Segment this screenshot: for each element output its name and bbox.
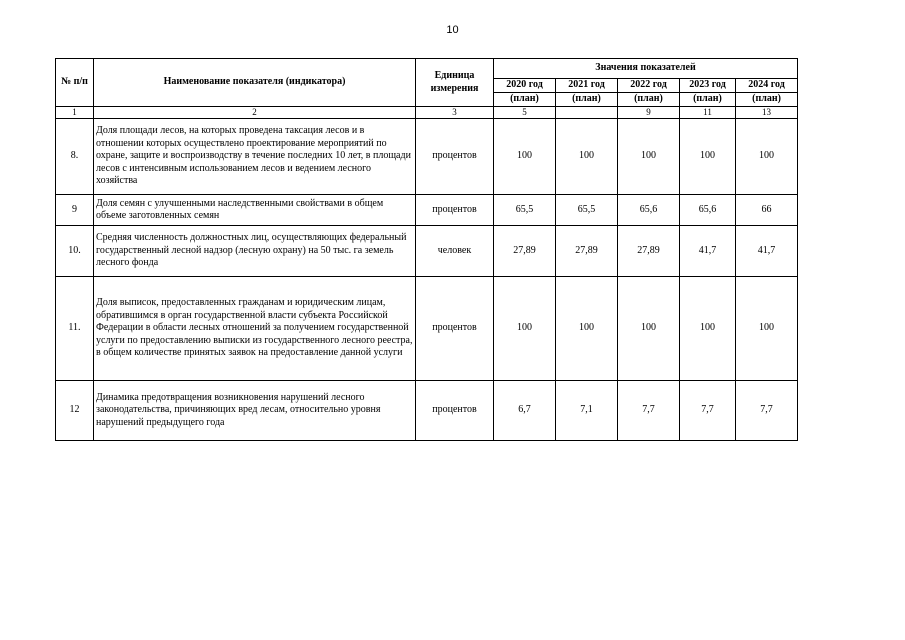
table-row [56, 381, 798, 441]
indicator-unit: процентов [416, 381, 494, 441]
header-year: 2022 год [618, 79, 680, 93]
header-name: Наименование показателя (индикатора) [94, 59, 416, 107]
indicator-name: Доля семян с улучшенными наследственными свойствами в общем объеме заготовленных семян [94, 195, 416, 226]
header-values-group: Значения показателей [494, 59, 798, 79]
value-2021: 7,1 [556, 381, 618, 441]
table-row [56, 119, 798, 195]
value-2024: 66 [736, 195, 798, 226]
value-2023: 7,7 [680, 381, 736, 441]
header-plan: (план) [618, 93, 680, 107]
header-year: 2023 год [680, 79, 736, 93]
value-2024: 100 [736, 119, 798, 195]
indicator-unit: человек [416, 226, 494, 277]
value-2021: 100 [556, 119, 618, 195]
column-number: 1 [56, 107, 94, 119]
column-numbers-row [56, 107, 798, 119]
column-number [556, 107, 618, 119]
value-2023: 41,7 [680, 226, 736, 277]
value-2024: 41,7 [736, 226, 798, 277]
header-year: 2024 год [736, 79, 798, 93]
table-row [56, 226, 798, 277]
value-2022: 100 [618, 119, 680, 195]
column-number: 9 [618, 107, 680, 119]
header-unit: Единица измерения [416, 59, 494, 107]
indicators-table [55, 58, 798, 441]
value-2022: 65,6 [618, 195, 680, 226]
row-number: 12 [56, 381, 94, 441]
value-2021: 100 [556, 277, 618, 381]
header-plan: (план) [736, 93, 798, 107]
header-plan: (план) [494, 93, 556, 107]
indicator-unit: процентов [416, 195, 494, 226]
value-2020: 6,7 [494, 381, 556, 441]
header-no: № п/п [56, 59, 94, 107]
value-2023: 65,6 [680, 195, 736, 226]
column-number: 2 [94, 107, 416, 119]
value-2020: 100 [494, 277, 556, 381]
value-2020: 27,89 [494, 226, 556, 277]
header-plan: (план) [680, 93, 736, 107]
value-2024: 7,7 [736, 381, 798, 441]
indicator-unit: процентов [416, 119, 494, 195]
row-number: 10. [56, 226, 94, 277]
value-2021: 27,89 [556, 226, 618, 277]
header-year: 2020 год [494, 79, 556, 93]
indicator-unit: процентов [416, 277, 494, 381]
value-2023: 100 [680, 119, 736, 195]
page-number: 10 [446, 24, 459, 36]
value-2022: 27,89 [618, 226, 680, 277]
row-number: 9 [56, 195, 94, 226]
header-year: 2021 год [556, 79, 618, 93]
indicator-name: Средняя численность должностных лиц, осуществляющих федеральный государственный лесной надзор (лесную охрану) на 50 тыс. га земель лесного фонда [94, 226, 416, 277]
value-2021: 65,5 [556, 195, 618, 226]
row-number: 8. [56, 119, 94, 195]
column-number: 13 [736, 107, 798, 119]
value-2023: 100 [680, 277, 736, 381]
column-number: 11 [680, 107, 736, 119]
table-row [56, 195, 798, 226]
value-2020: 100 [494, 119, 556, 195]
row-number: 11. [56, 277, 94, 381]
indicator-name: Доля выписок, предоставленных гражданам и юридическим лицам, обратившимся в орган государственной власти субъекта Российской Федерации в области лесных отношений за получением государственной услуги по предоставлению выписки из государственного лесного реестра, в общем количестве принятых заявок на предоставление данной услуги [94, 277, 416, 381]
table-row [56, 277, 798, 381]
value-2022: 100 [618, 277, 680, 381]
header-plan: (план) [556, 93, 618, 107]
column-number: 3 [416, 107, 494, 119]
column-number: 5 [494, 107, 556, 119]
value-2020: 65,5 [494, 195, 556, 226]
indicator-name: Доля площади лесов, на которых проведена таксация лесов и в отношении которых осуществлено проектирование мероприятий по охране, защите и воспроизводству в течение последних 10 лет, в площади лесов с интенсивным использованием лесов и ведением лесного хозяйства [94, 119, 416, 195]
value-2022: 7,7 [618, 381, 680, 441]
value-2024: 100 [736, 277, 798, 381]
indicator-name: Динамика предотвращения возникновения нарушений лесного законодательства, причиняющих вред лесам, относительно уровня нарушений предыдущего года [94, 381, 416, 441]
